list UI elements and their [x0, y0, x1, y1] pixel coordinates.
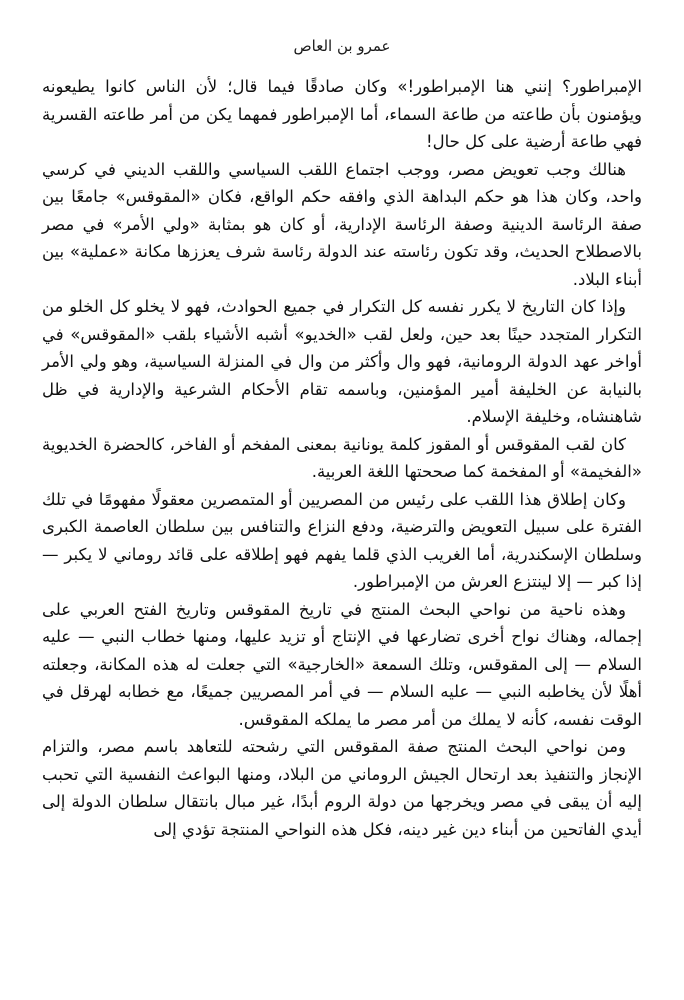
- paragraph: وهذه ناحية من نواحي البحث المنتج في تاريخ المقوقس وتاريخ الفتح العربي على إجماله، وهناك نواح أخرى تضارعها في الإنتاج أو تزيد عليها، ومنها خطاب النبي — عليه السلام — إلى المقوقس، وتلك السمعة «الخارجية» التي جعلت له هذه المكانة، وجعلته أهلًا لأن يخاطبه النبي — عليه السلام — في أمر المصريين جميعًا، مع خطابه لهرقل في الوقت نفسه، كأنه لا يملك من أمر مصر ما يملكه المقوقس.: [42, 599, 642, 729]
- running-header: عمرو بن العاص: [293, 37, 391, 55]
- paragraph: وكان إطلاق هذا اللقب على رئيس من المصريين أو المتمصرين معقولًا مفهومًا في تلك الفترة على سبيل التعويض والترضية، ودفع النزاع والتنافس بين سلطان العاصمة الكبرى وسلطان الإسكندرية، أما الغريب الذي قلما يفهم فهو إطلاقه على قائد روماني لا يكبر — إذا كبر — إلا لينتزع العرش من الإمبراطور.: [42, 489, 642, 591]
- paragraph: هنالك وجب تعويض مصر، ووجب اجتماع اللقب السياسي واللقب الديني في كرسي واحد، وكان هذا هو حكم البداهة الذي وافقه حكم الواقع، فكان «المقوقس» جامعًا بين صفة الرئاسة الدينية وصفة الرئاسة الإدارية، أو كان هو بمثابة «ولي الأمر» في مصر بالاصطلاح الحديث، وقد تكون رئاسته عند الدولة رئاسة شرف يعززها مكانة «عملية» بين أبناء البلاد.: [42, 159, 642, 289]
- body-text: [42, 73, 642, 843]
- paragraph: وإذا كان التاريخ لا يكرر نفسه كل التكرار في جميع الحوادث، فهو لا يخلو كل الخلو من التكرار المتجدد حينًا بعد حين، ولعل لقب «الخديو» أشبه الأشياء بلقب «المقوقس» في أواخر عهد الدولة الرومانية، فهو وال وأكثر من وال في المنزلة السياسية، وهو ولي الأمر بالنيابة عن الخليفة أمير المؤمنين، وباسمه تقام الأحكام الشرعية والإدارية في ظل شاهنشاه، وخليفة الإسلام.: [42, 297, 642, 426]
- paragraph: ومن نواحي البحث المنتج صفة المقوقس التي رشحته للتعاهد باسم مصر، والتزام الإنجاز والتنفيذ بعد ارتحال الجيش الروماني من البلاد، ومنها البواعث النفسية التي تحبب إليه أن يبقى في مصر ويخرجها من دولة الروم أبدًا، غير مبال بانتقال سلطان الدولة إلى أيدي الفاتحين من أبناء دين غير دينه، فكل هذه النواحي المنتجة تؤدي إلى: [42, 737, 642, 839]
- paragraph-continuation: الإمبراطور؟ إنني هنا الإمبراطور!» وكان صادقًا فيما قال؛ لأن الناس كانوا يطيعونه ويؤمنون بأن طاعته من طاعة السماء، أما الإمبراطور فمهما يكن من أمر طاعته القسرية فهي طاعة أرضية على كل حال!: [42, 77, 642, 151]
- paragraph: كان لقب المقوقس أو المقوز كلمة يونانية بمعنى المفخم أو الفاخر، كالحضرة الخديوية «الفخيمة» أو المفخمة كما صححتها اللغة العربية.: [42, 434, 642, 481]
